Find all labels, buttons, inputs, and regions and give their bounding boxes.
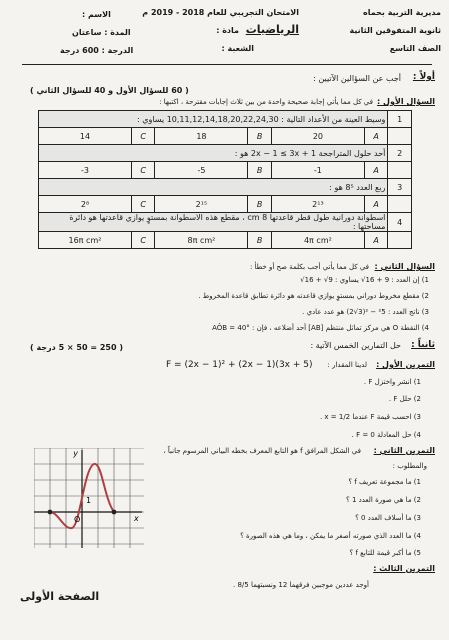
mcq-letter-c: C — [131, 128, 155, 145]
mcq-spacer — [388, 232, 412, 249]
q2-text: في كل مما يأتي أجب بكلمة صح أو خطأ : — [249, 263, 369, 271]
ex1-item-2: 2) حلل F . — [388, 395, 421, 403]
mcq-option-c: 16π cm² — [39, 232, 132, 249]
curve-start-point — [48, 510, 53, 515]
mcq-stem: وسيط العينة من الأعداد التالية : 10,11,12,14,18,20,22,24,30 يساوي : — [39, 111, 388, 128]
mcq-spacer — [388, 196, 412, 213]
ex2-intro: في الشكل المرافق f هو التابع المعرف بخطه البياني المرسوم جانباً ، — [163, 447, 361, 455]
student-name: الاسم : — [82, 10, 111, 19]
mcq-option-b: 2¹⁵ — [155, 196, 248, 213]
mcq-options-row — [39, 128, 412, 145]
unit-label: 1 — [86, 496, 92, 505]
subject-label: مادة : — [216, 26, 239, 35]
mcq-option-b: 8π cm² — [155, 232, 248, 249]
mcq-option-c: 14 — [39, 128, 132, 145]
mcq-letter-b: B — [248, 196, 272, 213]
function-graph — [34, 448, 144, 548]
mcq-number: 3 — [388, 179, 412, 196]
ex2-item-2: 2) ما هي صورة العدد 1 ؟ — [345, 496, 421, 504]
curve-end-point — [112, 510, 117, 515]
part2-instruction: حل التمارين الخمس الآتية : — [310, 341, 401, 350]
ex2-sub: والمطلوب : — [392, 462, 427, 470]
x-axis-label: x — [134, 514, 139, 523]
mcq-question-row — [39, 179, 412, 196]
header-divider — [22, 64, 432, 65]
mcq-stem: ربع العدد 8⁵ هو : — [39, 179, 388, 196]
mcq-spacer — [388, 128, 412, 145]
mcq-option-a: 20 — [271, 128, 364, 145]
ex2-item-5: 5) ما أكبر قيمة للتابع f ؟ — [349, 549, 421, 557]
mcq-option-c: 2⁸ — [39, 196, 132, 213]
total-score: الدرجة : 600 درجة — [60, 46, 134, 55]
mcq-question-row — [39, 213, 412, 232]
mcq-letter-a: A — [364, 196, 388, 213]
school-name: مديرية التربية بحماه — [363, 8, 441, 17]
part1-instruction: أجب عن السؤالين الآتيين : — [313, 74, 401, 83]
part2-points: ( 250 = 50 × 5 درجة ) — [30, 343, 123, 352]
ex1-item-4: 4) حل المعادلة F = 0 . — [351, 431, 421, 439]
mcq-letter-a: A — [364, 128, 388, 145]
ex1-title: التمرين الأول : — [376, 360, 435, 369]
mcq-spacer — [388, 162, 412, 179]
q2-title: السؤال الثاني : — [374, 262, 435, 271]
mcq-option-c: -3 — [39, 162, 132, 179]
grade: الصف التاسع — [389, 44, 441, 53]
mcq-stem: اسطوانة دورانية طول قطر قاعدتها 8 cm ، مقطع هذه الاسطوانة بمستوٍ يوازي قاعدتها هو دائرة مساحتها : — [39, 213, 388, 232]
mcq-option-b: 18 — [155, 128, 248, 145]
ex1-intro: لدينا المقدار : — [327, 361, 367, 369]
mcq-letter-a: A — [364, 232, 388, 249]
q2-item-3: 3) ناتج العدد : ²5 − ²(3√2) هو عدد عادي . — [302, 308, 429, 316]
mcq-number: 4 — [388, 213, 412, 232]
mcq-letter-b: B — [248, 232, 272, 249]
mcq-letter-a: A — [364, 162, 388, 179]
ex2-item-4: 4) ما العدد الذي صورته أصغر ما يمكن ، وما هي هذه الصورة ؟ — [240, 532, 421, 540]
mcq-option-a: -1 — [271, 162, 364, 179]
duration: المدة : ساعتان — [72, 28, 131, 37]
y-axis-label: y — [73, 449, 78, 458]
mcq-option-a: 4π cm² — [271, 232, 364, 249]
q1-text: في كل مما يأتي إجابة صحيحة واحدة من بين ثلاث إجابات مقترحة ، اكتبها : — [159, 98, 373, 106]
ex2-item-3: 3) ما أسلاف العدد 0 ؟ — [355, 514, 421, 522]
ex1-item-1: 1) انشر واختزل F . — [363, 378, 421, 386]
branch: الشعبة : — [221, 44, 254, 53]
mcq-question-row — [39, 145, 412, 162]
mcq-question-row — [39, 111, 412, 128]
school-name-2: ثانوية المتفوقين الثانية — [349, 26, 441, 35]
mcq-options-row — [39, 232, 412, 249]
exam-title: الامتحان التجريبي للعام 2018 - 2019 م — [142, 8, 299, 17]
mcq-options-row — [39, 162, 412, 179]
page-footer: الصفحة الأولى — [20, 590, 100, 603]
mcq-options-row — [39, 196, 412, 213]
mcq-letter-c: C — [131, 162, 155, 179]
mcq-option-b: -5 — [155, 162, 248, 179]
q1-title: السؤال الأول : — [377, 97, 435, 106]
mcq-stem: أحد حلول المتراجحة 2x − 1 ≤ 3x + 1 هو : — [39, 145, 388, 162]
mcq-letter-b: B — [248, 162, 272, 179]
ex3-text: أوجد عددين موجبين فرقهما 12 ونسبتهما 8/5 . — [233, 581, 369, 589]
q2-item-1: 1) إن العدد : 9 + 16√ يساوي : 9√ + 16√ — [300, 276, 429, 284]
ex1-item-3: 3) احسب قيمة F عندما x = 1/2 . — [319, 413, 421, 421]
ex1-expression: F = (2x − 1)² + (2x − 1)(3x + 5) — [166, 360, 313, 370]
mcq-number: 2 — [388, 145, 412, 162]
part1-title: أولاً : — [412, 72, 435, 82]
ex3-title: التمرين الثالث : — [373, 564, 435, 573]
mcq-letter-c: C — [131, 232, 155, 249]
ex2-title: التمرين الثاني : — [373, 446, 435, 455]
ex2-item-1: 1) ما مجموعة تعريف f ؟ — [348, 478, 421, 486]
subject: الرياضيات — [245, 23, 299, 36]
part1-points: ( 60 للسؤال الأول و 40 للسؤال الثاني ) — [30, 86, 189, 95]
mcq-option-a: 2¹³ — [271, 196, 364, 213]
q2-item-4: 4) النقطة O هي مركز تماثل منتظم [AB] أحد أضلاعه ، فإن : AÔB = 40° — [212, 324, 429, 332]
mcq-number: 1 — [388, 111, 412, 128]
mcq-letter-b: B — [248, 128, 272, 145]
q2-item-2: 2) مقطع مخروط دوراني بمستوٍ يوازي قاعدته هو دائرة تطابق قاعدة المخروط . — [198, 292, 429, 300]
mcq-letter-c: C — [131, 196, 155, 213]
origin-label: O — [74, 515, 81, 524]
mcq-table — [38, 110, 412, 249]
part2-title: ثانياً : — [411, 340, 435, 350]
